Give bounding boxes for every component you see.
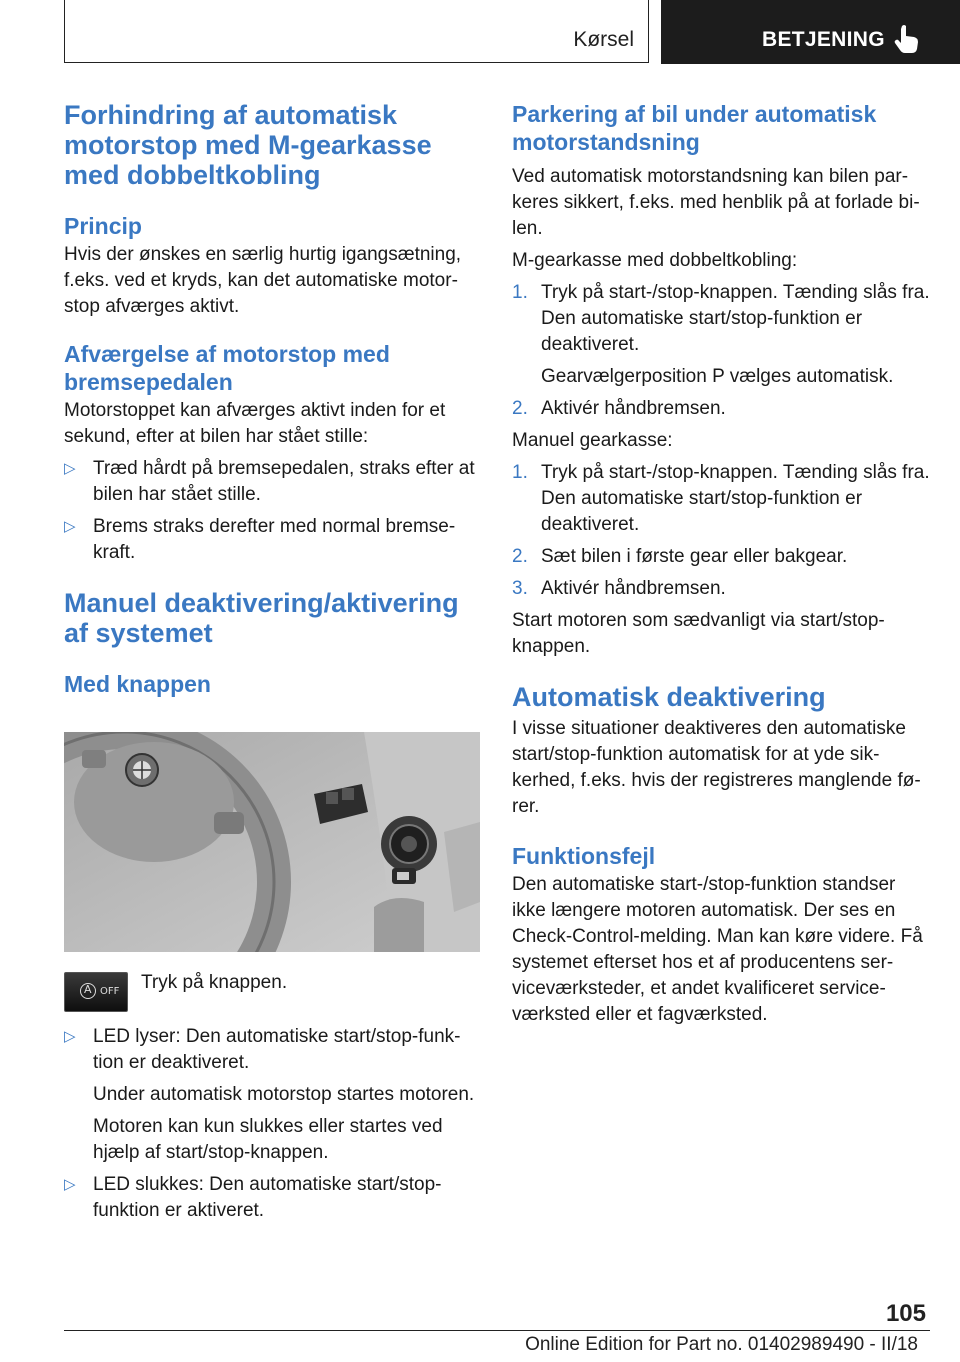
dct-steps — [512, 280, 930, 422]
list-item: 2. Aktivér håndbremsen. — [512, 398, 726, 419]
page-number: 105 — [885, 1300, 926, 1327]
section-title: Forhindring af automatisk motorstop med M-gearkasse med dobbeltkobling — [64, 100, 432, 190]
press-button-text: Tryk på knappen. — [141, 972, 288, 993]
list-item: 1. Tryk på start-/stop-knappen. Tænding slås fra. Den automatiske start/stop-funktion er deaktiveret. — [512, 462, 930, 535]
header-section-tab — [64, 0, 649, 63]
auto-a-icon — [80, 983, 96, 999]
led-on-sub2: Motoren kan kun slukkes eller startes ved hjælp af start/stop-knappen. — [93, 1116, 443, 1163]
list-item — [64, 1024, 482, 1166]
footer-divider — [64, 1330, 930, 1331]
off-label: OFF — [100, 986, 120, 997]
led-list — [64, 1024, 482, 1224]
edition-text: Online Edition for Part no. 01402989490 - II/18 — [525, 1334, 918, 1355]
dct-label: M-gearkasse med dobbeltkobling: — [512, 250, 798, 271]
park-heading: Parkering af bil under automatisk motorstandsning — [512, 101, 877, 155]
fault-heading: Funktionsfejl — [512, 843, 656, 869]
pointing-hand-icon — [894, 24, 920, 54]
right-column — [512, 100, 930, 1028]
led-off-text: LED slukkes: Den automatiske start/stop-funktion er aktiveret. — [93, 1174, 442, 1221]
brake-text: Motorstoppet kan afværges aktivt inden for et sekund, efter at bilen har stået stille: — [64, 400, 446, 447]
list-item: ▷ Træd hårdt på bremsepedalen, straks efter at bilen har stået stille. — [64, 458, 475, 505]
manual-label: Manuel gearkasse: — [512, 430, 673, 451]
button-heading: Med knappen — [64, 671, 211, 697]
brake-list — [64, 456, 482, 566]
park-text: Ved automatisk motorstandsning kan bilen parkeres sikkert, f.eks. med henblik på at forlade bilen. — [512, 166, 920, 239]
auto-deactivation-text: I visse situationer deaktiveres den automatiske start/stop-funktion automatisk for at yde sikkerhed, f.eks. hvis der registreres manglende fører. — [512, 718, 921, 817]
manual-steps — [512, 460, 930, 602]
header-chapter-tab — [661, 0, 960, 64]
auto-deactivation-heading: Automatisk deaktivering — [512, 682, 826, 712]
principle-heading: Princip — [64, 213, 142, 239]
brake-heading: Afværgelse af motorstop med bremsepedalen — [64, 341, 390, 395]
triangle-bullet-icon: ▷ — [64, 518, 76, 535]
triangle-bullet-icon: ▷ — [64, 1028, 76, 1045]
list-item — [64, 1172, 482, 1224]
manual-heading: Manuel deaktivering/aktivering af systemet — [64, 588, 459, 648]
list-item: 2. Sæt bilen i første gear eller bakgear. — [512, 546, 848, 567]
list-item: 3. Aktivér håndbremsen. — [512, 578, 726, 599]
led-on-text: LED lyser: Den automatiske start/stop-funktion er deaktiveret. — [93, 1026, 461, 1073]
header-chapter-label: BETJENING — [762, 28, 885, 51]
led-on-sub1: Under automatisk motorstop startes motoren. — [93, 1084, 475, 1105]
header-section-label: Kørsel — [573, 28, 634, 51]
triangle-bullet-icon: ▷ — [64, 1176, 76, 1193]
auto-start-stop-off-button-icon — [64, 972, 128, 1012]
start-text: Start motoren som sædvanligt via start/stop-knappen. — [512, 610, 885, 657]
list-item: ▷ Brems straks derefter med normal bremsekraft. — [64, 516, 456, 563]
principle-text: Hvis der ønskes en særlig hurtig igangsætning, f.eks. ved et kryds, kan det automatiske motorstop afværges aktivt. — [64, 244, 462, 317]
fault-text: Den automatiske start-/stop-funktion standser ikke længere motoren automatisk. Der ses en Check-Control-melding. Man kan køre videre. Få systemet efterset hos et af producentens serviceværksteder, et andet kvalificeret serviceværksted eller et fagværksted. — [512, 874, 923, 1025]
steering-wheel-photo — [64, 732, 480, 952]
list-item: 1. Tryk på start-/stop-knappen. Tænding slås fra. Den automatiske start/stop-funktion er deaktiveret. Gearvælgerposition P vælges automatisk. — [512, 282, 930, 387]
left-column — [64, 100, 482, 698]
triangle-bullet-icon: ▷ — [64, 460, 76, 477]
